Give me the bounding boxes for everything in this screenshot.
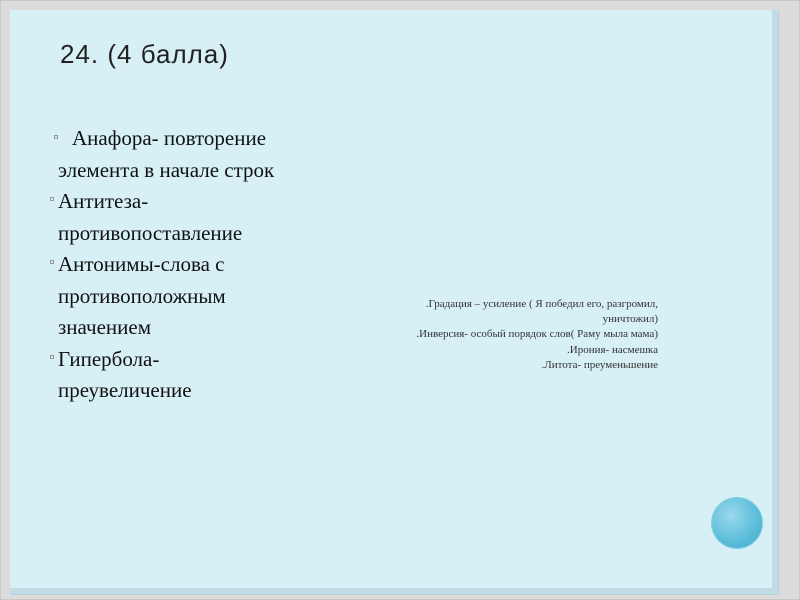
- list-item-line: Анафора- повторение: [72, 126, 267, 150]
- list-item-line: противопоставление: [58, 220, 243, 245]
- list-item-line: Антонимы-слова с: [58, 252, 225, 276]
- terms-list: [52, 123, 352, 407]
- list-item-continuation: [52, 281, 352, 313]
- list-item-line: противоположным: [58, 283, 226, 308]
- definition-line: .Ирония- насмешка: [567, 343, 658, 356]
- list-item-continuation: [52, 218, 352, 250]
- square-bullet-icon: [54, 135, 58, 139]
- list-item: [52, 249, 352, 281]
- decorative-circle-icon: [712, 498, 762, 548]
- list-item-line: преувеличение: [58, 378, 192, 402]
- list-item: [52, 186, 352, 218]
- list-item: [52, 123, 352, 155]
- square-bullet-icon: [50, 260, 54, 264]
- list-item: [52, 344, 352, 376]
- definition-line: .Литота- преуменьшение: [541, 358, 658, 371]
- slide: [10, 10, 778, 594]
- list-item-continuation: [52, 155, 352, 187]
- definition-line: .Инверсия- особый порядок слов( Раму мыла мама): [416, 328, 658, 341]
- list-item-line: элемента в начале строк: [58, 157, 275, 182]
- list-item-continuation: [52, 312, 352, 344]
- slide-title: 24. (4 балла): [60, 39, 229, 69]
- list-item-line: значением: [58, 315, 151, 339]
- definitions-block: [328, 297, 658, 373]
- definition-line: .Градация – усиление ( Я победил его, разгромил,: [425, 298, 658, 310]
- square-bullet-icon: [50, 355, 54, 359]
- square-bullet-icon: [50, 197, 54, 201]
- list-item-continuation: [52, 375, 352, 407]
- definition-line: уничтожил): [602, 313, 658, 326]
- list-item-line: Гипербола-: [58, 346, 160, 371]
- list-item-line: Антитеза-: [58, 189, 149, 213]
